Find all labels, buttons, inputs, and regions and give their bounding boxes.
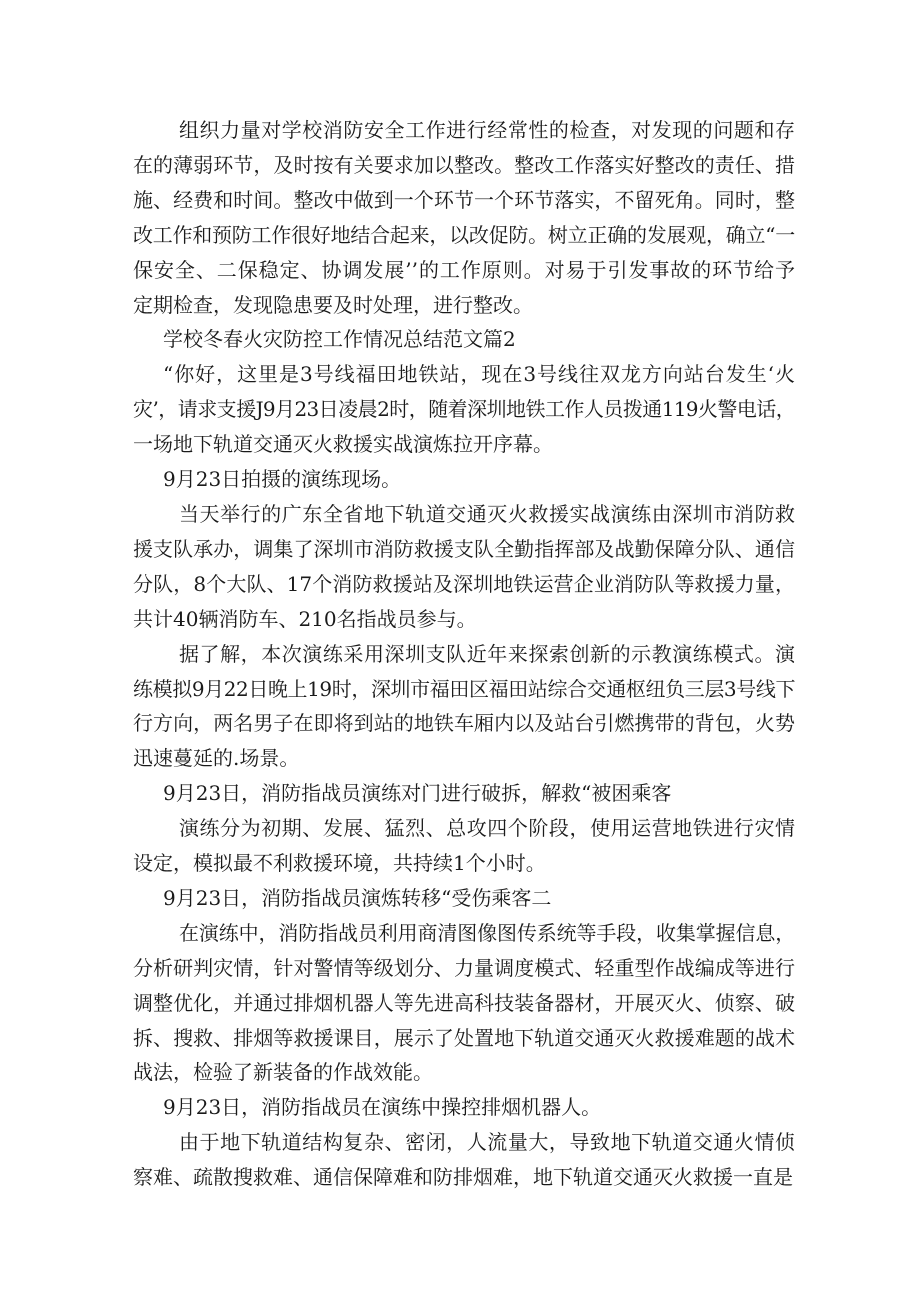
paragraph	[133, 811, 795, 881]
paragraph	[133, 113, 795, 322]
text-line: 战法，检验了新装备的作战效能。	[133, 1060, 433, 1085]
text-line: 9月23日拍摄的演练现场。	[163, 467, 402, 492]
text-line: 共计40辆消防车、210名指战员参与。	[133, 606, 477, 631]
text-line: 在的薄弱环节，及时按有关要求加以整改。整改工作落实好整改的责任、措	[133, 152, 795, 177]
text-line: 学校冬春火灾防控工作情况总结范文篇2	[163, 327, 516, 352]
text-line: 灾’，请求支援J9月23日凌晨2时，随着深圳地铁工作人员拨通119火警电话，	[133, 397, 795, 422]
text-line: “你好，这里是3号线福田地铁站，现在3号线往双龙方向站台发生‘火	[163, 362, 795, 387]
text-line: 由于地下轨道结构复杂、密闭，人流量大，导致地下轨道交通火情侦	[179, 1130, 795, 1155]
text-line: 分析研判灾情，针对警情等级划分、力量调度模式、轻重型作战编成等进行	[133, 955, 795, 980]
paragraph	[133, 497, 795, 637]
text-line: 据了解，本次演练采用深圳支队近年来探索创新的示教演练模式。演	[179, 641, 795, 666]
text-line: 调整优化，并通过排烟机器人等先进高科技装备器材，开展灭火、侦察、破	[133, 990, 795, 1015]
text-line: 拆、搜救、排烟等救援课目，展示了处置地下轨道交通灭火救援难题的战术	[133, 1025, 795, 1050]
paragraph	[133, 881, 795, 916]
text-line: 察难、疏散搜救难、通信保障难和防排烟难，地下轨道交通灭火救援一直是	[133, 1165, 793, 1190]
text-line: 在演练中，消防指战员利用商清图像图传系统等手段，收集掌握信息，	[179, 920, 795, 945]
text-line: 当天举行的广东全省地下轨道交通灭火救援实战演练由深圳市消防救	[179, 501, 795, 526]
text-line: 定期检查，发现隐患要及时处理，进行整改。	[133, 292, 533, 317]
paragraph	[133, 916, 795, 1091]
text-line: 9月23日，消防指战员演练对门进行破拆，解救“被困乘客	[163, 781, 672, 806]
text-line: 设定，模拟最不利救援环境，共持续1个小时。	[133, 851, 546, 876]
text-line: 行方向，两名男子在即将到站的地铁车厢内以及站台引燃携带的背包，火势	[133, 711, 795, 736]
text-line: 一场地下轨道交通灭火救援实战演炼拉开序幕。	[133, 432, 553, 457]
text-line: 练模拟9月22日晚上19时，深圳市福田区福田站综合交通枢纽负三层3号线下	[133, 676, 795, 701]
text-line: 9月23日，消防指战员在演练中操控排烟机器人。	[163, 1095, 602, 1120]
paragraph	[133, 1090, 795, 1125]
paragraph	[133, 462, 795, 497]
paragraph	[133, 1125, 795, 1195]
text-line: 改工作和预防工作很好地结合起来，以改促防。树立正确的发展观，确立“一	[133, 222, 795, 247]
text-line: 施、经费和时间。整改中做到一个环节一个环节落实，不留死角。同时，整	[133, 187, 795, 212]
text-line: 演练分为初期、发展、猛烈、总攻四个阶段，使用运营地铁进行灾情	[179, 816, 795, 841]
text-line: 保安全、二保稳定、协调发展’’的工作原则。对易于引发事故的环节给予	[133, 257, 795, 282]
paragraph	[133, 637, 795, 777]
text-line: 9月23日，消防指战员演炼转移“受伤乘客二	[163, 885, 552, 910]
text-line: 迅速蔓延的.场景。	[133, 746, 300, 771]
text-line: 组织力量对学校消防安全工作进行经常性的检查，对发现的问题和存	[179, 118, 795, 142]
paragraph	[133, 776, 795, 811]
document-body	[133, 113, 795, 1195]
paragraph	[133, 357, 795, 462]
paragraph	[133, 322, 795, 357]
text-line: 援支队承办，调集了深圳市消防救援支队全勤指挥部及战勤保障分队、通信	[133, 536, 795, 561]
text-line: 分队，8个大队、17个消防救援站及深圳地铁运营企业消防队等救援力量，	[133, 571, 795, 596]
